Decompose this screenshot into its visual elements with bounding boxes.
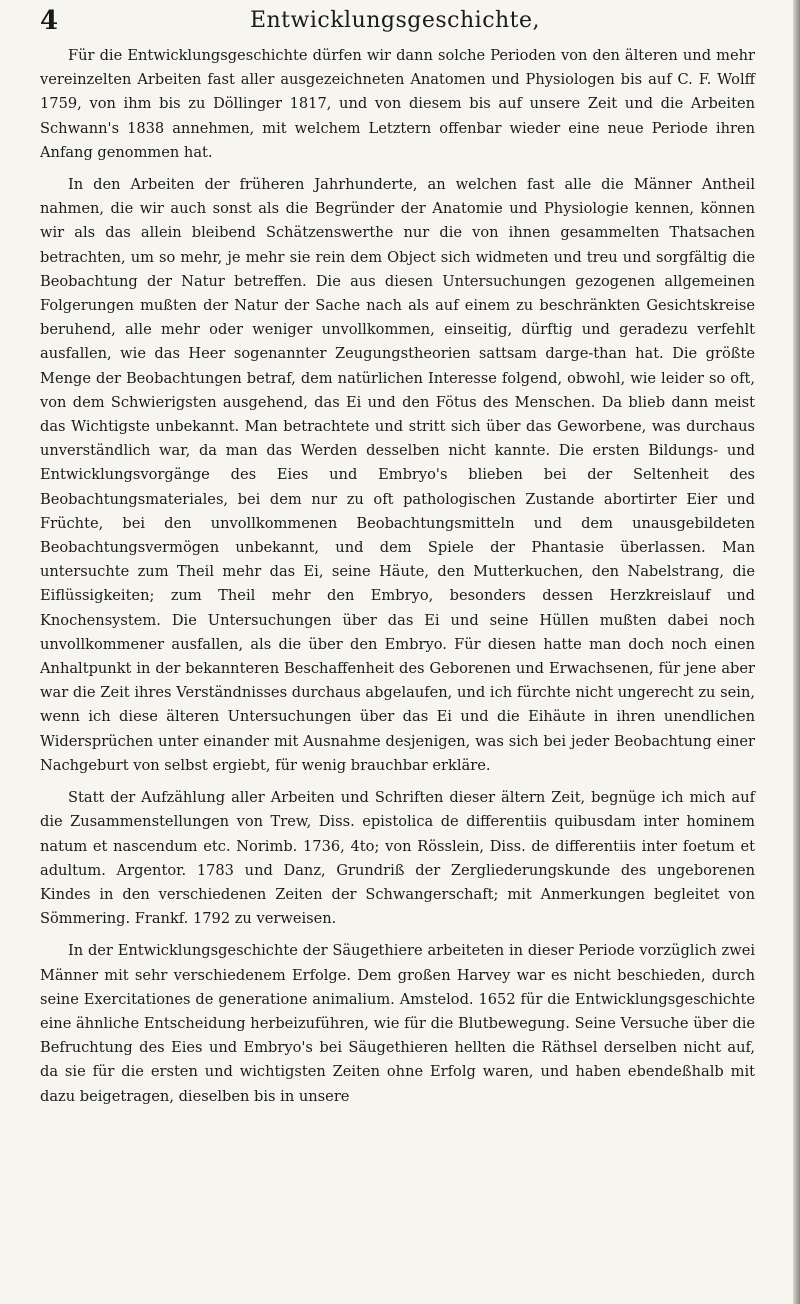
page-header	[40, 6, 750, 42]
page-edge-shadow	[793, 0, 800, 1304]
paragraph-earlier-centuries: In den Arbeiten der früheren Jahrhunderte, an welchen fast alle die Männer Antheil nahmen, die wir auch sonst als die Begründer der Anatomie und Physiologie kennen, können wir als das allein bleibend Schätzenswerthe nur die von ihnen gesammelten Thatsachen betrachten, um so mehr, je mehr sie rein dem Object sich widmeten und treu und sorgfältig die Beobachtung der Natur betreffen. Die aus diesen Untersuchungen gezogenen allgemeinen Folgerungen mußten der Natur der Sache nach als auf einem zu beschränkten Gesichtskreise beruhend, alle mehr oder weniger unvollkommen, einseitig, dürftig und geradezu verfehlt ausfallen, wie das Heer sogenannter Zeugungstheorien sattsam darge-than hat. Die größte Menge der Beobachtungen betraf, dem natürlichen Interesse folgend, obwohl, wie leider so oft, von dem Schwierigsten ausgehend, das Ei und den Fötus des Menschen. Da blieb dann meist das Wichtigste unbekannt. Man betrachtete und stritt sich über das Geworbene, was durchaus unverständlich war, da man das Werden desselben nicht kannte. Die ersten Bildungs- und Entwicklungsvorgänge des Eies und Embryo's blieben bei der Seltenheit des Beobachtungsmateriales, bei dem nur zu oft pathologischen Zustande abortirter Eier und Früchte, bei den unvollkommenen Beobachtungsmitteln und dem unausgebildeten Beobachtungsvermögen unbekannt, und dem Spiele der Phantasie überlassen. Man untersuchte zum Theil mehr das Ei, seine Häute, den Mutterkuchen, den Nabelstrang, die Eiflüssigkeiten; zum Theil mehr den Embryo, besonders dessen Herzkreislauf und Knochensystem. Die Untersuchungen über das Ei und seine Hüllen mußten dabei noch unvollkommener ausfallen, als die über den Embryo. Für diesen hatte man doch noch einen Anhaltpunkt in der bekannteren Beschaffenheit des Geborenen und Erwachsenen, für jene aber war die Zeit ihres Verständnisses durchaus abgelaufen, und ich fürchte nicht ungerecht zu sein, wenn ich diese älteren Untersuchungen über das Ei und die Eihäute in ihren unendlichen Widersprüchen unter einander mit Ausnahme desjenigen, was sich bei jeder Beobachtung einer Nachgeburt von selbst ergiebt, für wenig brauchbar erkläre.	[40, 176, 755, 774]
page-number: 4	[40, 6, 59, 36]
body-text	[40, 44, 755, 1117]
running-title: Entwicklungsgeschichte,	[249, 8, 541, 33]
paragraph-periods: Für die Entwicklungsgeschichte dürfen wir dann solche Perioden von den älteren und mehr vereinzelten Arbeiten fast aller ausgezeichneten Anatomen und Physiologen bis auf C. F. Wolff 1759, von ihm bis zu Döllinger 1817, und von diesem bis auf unsere Zeit und die Arbeiten Schwann's 1838 annehmen, mit welchem Letztern offenbar wieder eine neue Periode ihren Anfang genommen hat.	[40, 47, 755, 161]
paragraph-mammals: In der Entwicklungsgeschichte der Säugethiere arbeiteten in dieser Periode vorzüglich zwei Männer mit sehr verschiedenem Erfolge. Dem großen Harvey war es nicht beschieden, durch seine Exercitationes de generatione animalium. Amstelod. 1652 für die Entwicklungsgeschichte eine ähnliche Entscheidung herbeizuführen, wie für die Blutbewegung. Seine Versuche über die Befruchtung des Eies und Embryo's bei Säugethieren hellten die Räthsel derselben nicht auf, da sie für die ersten und wichtigsten Zeiten ohne Erfolg waren, und haben ebendeßhalb mit dazu beigetragen, dieselben bis in unsere	[40, 942, 755, 1105]
paragraph-literature: Statt der Aufzählung aller Arbeiten und Schriften dieser ältern Zeit, begnüge ich mich auf die Zusammenstellungen von Trew, Diss. epistolica de differentiis quibusdam inter hominem natum et nascendum etc. Norimb. 1736, 4to; von Rösslein, Diss. de differentiis inter foetum et adultum. Argentor. 1783 und Danz, Grundriß der Zergliederungskunde des ungeborenen Kindes in den verschiedenen Zeiten der Schwangerschaft; mit Anmerkungen begleitet von Sömmering. Frankf. 1792 zu verweisen.	[40, 789, 755, 928]
